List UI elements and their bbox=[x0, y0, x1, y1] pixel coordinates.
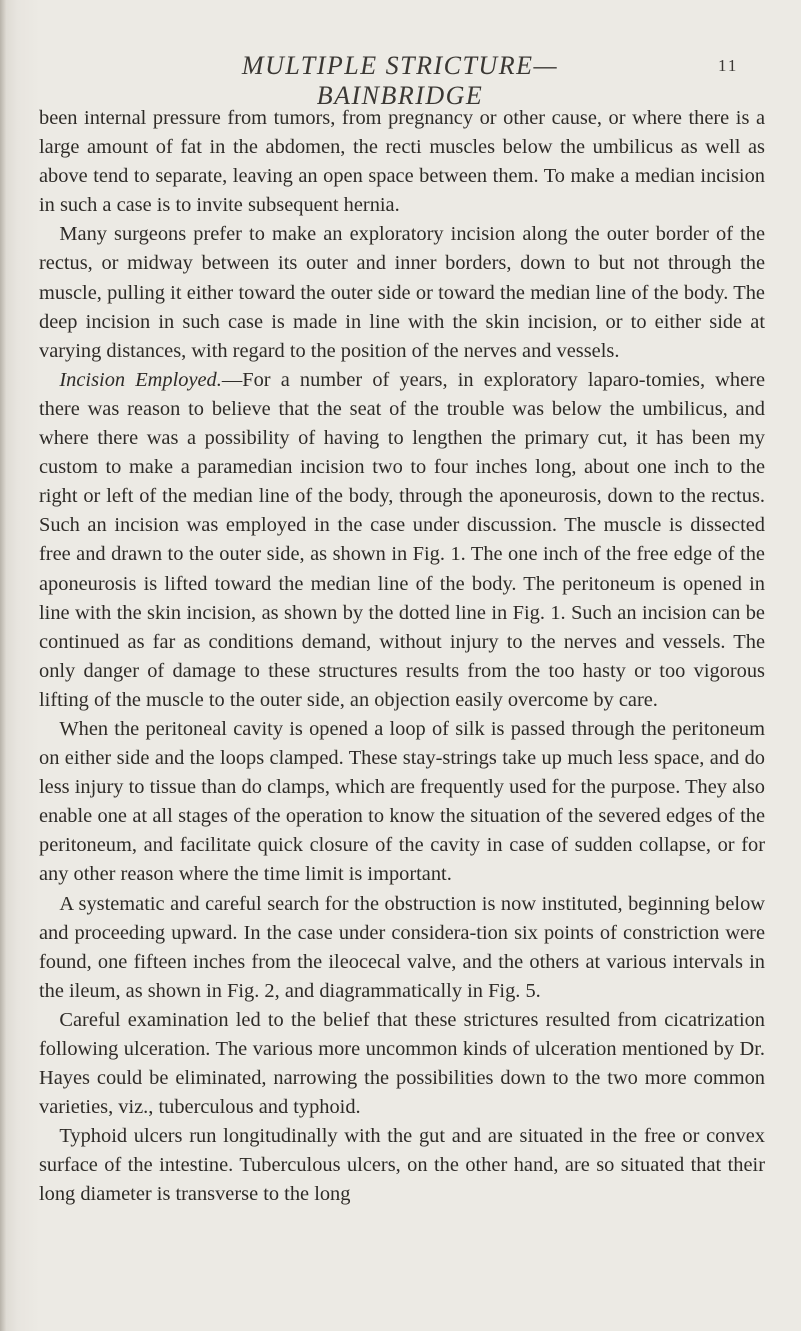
section-heading-incision-employed: Incision Employed. bbox=[59, 368, 222, 391]
page-gutter-shadow bbox=[0, 0, 6, 1331]
paragraph-7: Typhoid ulcers run longitudinally with the gut and are situated in the free or convex surface of the intestine. Tuberculous ulcers, on the other hand, are so situated that their long diameter is transverse to the long bbox=[39, 1125, 765, 1206]
paragraph-3-text: —For a number of years, in exploratory laparo-tomies, where there was reason to believe that the seat of the trouble was below the umbilicus, and where there was a possibility of having to lengthen the primary cut, it has been my custom to make a paramedian incision two to four inches long, about one inch to the right or left of the median line of the body, through the aponeurosis, down to the rectus. Such an incision was employed in the case under discussion. The muscle is dissected free and drawn to the outer side, as shown in Fig. 1. The one inch of the free edge of the aponeurosis is lifted toward the median line of the body. The peritoneum is opened in line with the skin incision, as shown by the dotted line in Fig. 1. Such an incision can be continued as far as conditions demand, without injury to the nerves and vessels. The only danger of damage to these structures results from the too hasty or too vigorous lifting of the muscle to the outer side, an objection easily overcome by care. bbox=[39, 368, 765, 711]
paragraph-2: Many surgeons prefer to make an exploratory incision along the outer border of the rectus, or midway between its outer and inner borders, down to but not through the muscle, pulling it either toward the outer side or toward the median line of the body. The deep incision in such case is made in line with the skin incision, or to either side at varying distances, with regard to the position of the nerves and vessels. bbox=[39, 223, 765, 362]
page-number: 11 bbox=[718, 56, 739, 75]
paragraph-6: Careful examination led to the belief that these strictures resulted from cicatrization following ulceration. The various more uncommon kinds of ulceration mentioned by Dr. Hayes could be eliminated, narrowing the possibilities down to the two more common varieties, viz., tuberculous and typhoid. bbox=[39, 1008, 765, 1119]
paragraph-4: When the peritoneal cavity is opened a loop of silk is passed through the peritoneum on either side and the loops clamped. These stay-strings take up much less space, and do less injury to tissue than do clamps, which are frequently used for the purpose. They also enable one at all stages of the operation to know the situation of the severed edges of the peritoneum, and facilitate quick closure of the cavity in case of sudden collapse, or for any other reason where the time limit is important. bbox=[39, 717, 765, 886]
running-title: MULTIPLE STRICTURE—BAINBRIDGE bbox=[241, 51, 559, 110]
paragraph-1: been internal pressure from tumors, from pregnancy or other cause, or where there is a large amount of fat in the abdomen, the recti muscles below the umbilicus as well as above tend to separate, leaving an open space between them. To make a median incision in such a case is to invite subsequent hernia. bbox=[39, 107, 765, 217]
paragraph-3 bbox=[39, 366, 765, 715]
paragraph-5: A systematic and careful search for the obstruction is now instituted, beginning below and proceeding upward. In the case under considera-tion six points of constriction were found, one fifteen inches from the ileocecal valve, and the others at various intervals in the ileum, as shown in Fig. 2, and diagrammatically in Fig. 5. bbox=[39, 892, 765, 1002]
body-text bbox=[39, 104, 765, 1210]
page-header bbox=[0, 47, 801, 110]
